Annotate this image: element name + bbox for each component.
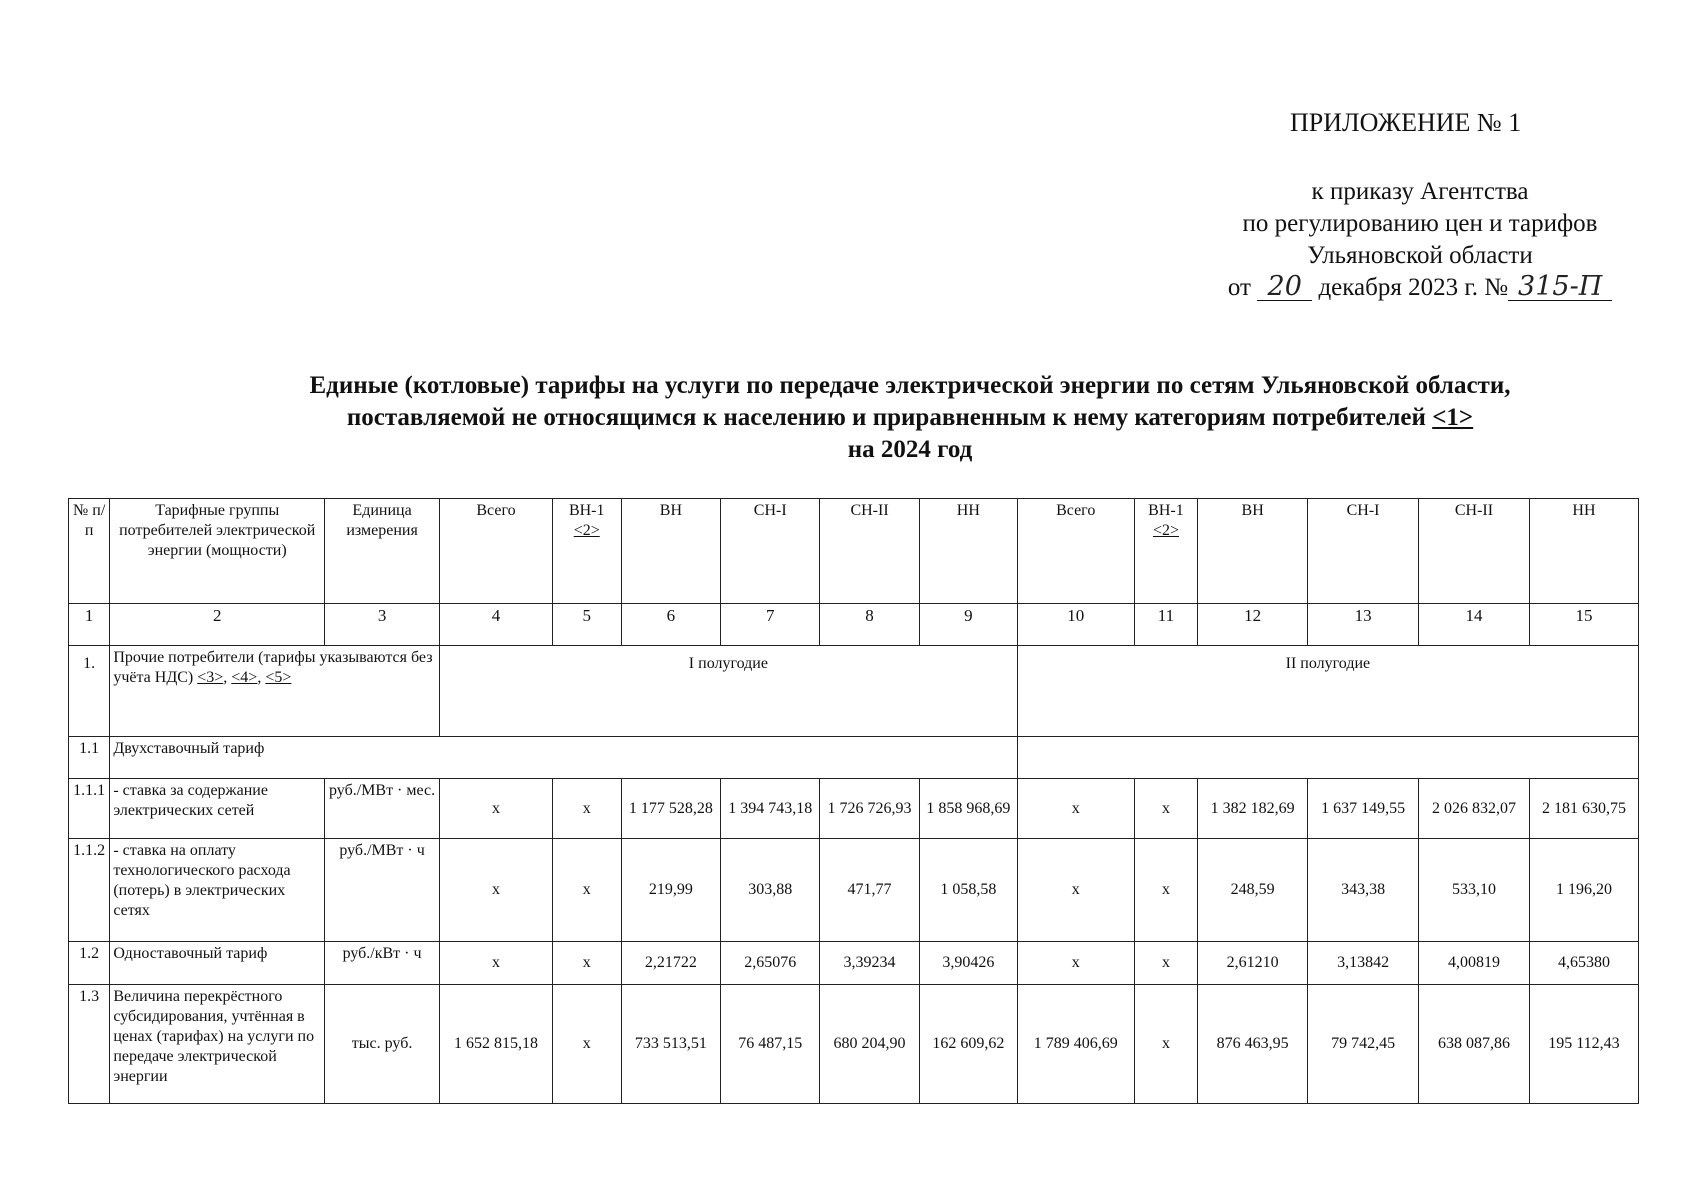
value-cell: 219,99 xyxy=(621,839,721,942)
column-number: 1 xyxy=(69,604,110,646)
value-cell: х xyxy=(552,942,621,985)
table-row xyxy=(69,985,1639,1104)
value-cell: 680 204,90 xyxy=(820,985,920,1104)
first-half-year-label: I полугодие xyxy=(440,646,1018,737)
column-number: 3 xyxy=(325,604,440,646)
value-cell: 3,90426 xyxy=(919,942,1017,985)
value-cell: х xyxy=(552,985,621,1104)
value-cell: 471,77 xyxy=(820,839,920,942)
value-cell: 2 181 630,75 xyxy=(1529,779,1638,839)
row-num: 1.2 xyxy=(69,942,110,985)
value-cell: х xyxy=(1134,839,1198,942)
header-unit: Единица измерения xyxy=(325,499,440,604)
header-nn-h1: НН xyxy=(919,499,1017,604)
value-cell: 1 394 743,18 xyxy=(721,779,820,839)
header-sn1-h2: СН-I xyxy=(1308,499,1419,604)
value-cell: 195 112,43 xyxy=(1529,985,1638,1104)
tariff-table xyxy=(68,498,1639,1104)
value-cell: х xyxy=(440,839,553,942)
column-number: 14 xyxy=(1419,604,1530,646)
footnote-ref-1: <1> xyxy=(1432,404,1474,431)
value-cell: 1 726 726,93 xyxy=(820,779,920,839)
second-half-year-label: II полугодие xyxy=(1017,646,1638,737)
row-unit: руб./МВт · ч xyxy=(325,839,440,942)
value-cell: 1 196,20 xyxy=(1529,839,1638,942)
value-cell: 1 637 149,55 xyxy=(1308,779,1419,839)
value-cell: 3,39234 xyxy=(820,942,920,985)
appendix-title: ПРИЛОЖЕНИЕ № 1 xyxy=(1290,108,1522,137)
footnote-ref-3: <3> xyxy=(197,669,224,686)
row-unit: тыс. руб. xyxy=(325,985,440,1104)
empty-cell xyxy=(1017,737,1638,779)
value-cell: х xyxy=(552,779,621,839)
row-label: Одноставочный тариф xyxy=(110,942,325,985)
header-vn1-label: ВН-1 xyxy=(568,502,605,519)
value-cell: 533,10 xyxy=(1419,839,1530,942)
value-cell: 3,13842 xyxy=(1308,942,1419,985)
header-sn2-h2: СН-II xyxy=(1419,499,1530,604)
row-label: Величина перекрёстного субсидирования, учтённая в ценах (тарифах) на услуги по передаче электрической энергии xyxy=(110,985,325,1104)
section-label-text: Прочие потребители (тарифы указываются без учёта НДС) xyxy=(113,649,433,686)
row-num: 1.3 xyxy=(69,985,110,1104)
title-line-2-text: поставляемой не относящимся к населению и приравненным к нему категориям потребителей xyxy=(346,404,1426,431)
row-num: 1.1 xyxy=(69,737,110,779)
column-number: 13 xyxy=(1308,604,1419,646)
value-cell: х xyxy=(1134,779,1198,839)
order-date-line xyxy=(1210,272,1630,304)
header-vn1-label: ВН-1 xyxy=(1148,502,1184,519)
row-label: - ставка на оплату технологического расхода (потерь) в электрических сетях xyxy=(110,839,325,942)
column-number: 11 xyxy=(1134,604,1198,646)
column-number: 2 xyxy=(110,604,325,646)
section-label: Прочие потребители (тарифы указываются без учёта НДС) <3>, <4>, <5> xyxy=(110,646,440,737)
column-number: 6 xyxy=(621,604,721,646)
row-unit: руб./МВт · мес. xyxy=(325,779,440,839)
column-number: 9 xyxy=(919,604,1017,646)
footnote-ref-5: <5> xyxy=(265,669,292,686)
value-cell: 4,00819 xyxy=(1419,942,1530,985)
footnote-ref-2: <2> xyxy=(573,522,600,539)
value-cell: 2,65076 xyxy=(721,942,820,985)
column-number: 4 xyxy=(440,604,553,646)
value-cell: 1 382 182,69 xyxy=(1198,779,1308,839)
column-number: 10 xyxy=(1017,604,1134,646)
row-label: - ставка за содержание электрических сетей xyxy=(110,779,325,839)
value-cell: 162 609,62 xyxy=(919,985,1017,1104)
row-label: Двухставочный тариф xyxy=(110,737,1017,779)
title-line-1: Единые (котловые) тарифы на услуги по передаче электрической энергии по сетям Ульяновской области, xyxy=(309,372,1511,399)
value-cell: 1 789 406,69 xyxy=(1017,985,1134,1104)
order-line-1: к приказу Агентства xyxy=(1311,178,1529,205)
value-cell: 1 652 815,18 xyxy=(440,985,553,1104)
order-reference xyxy=(1210,176,1630,304)
handwritten-day: 20 xyxy=(1257,274,1312,301)
header-sn1-h1: СН-I xyxy=(721,499,820,604)
header-group: Тарифные группы потребителей электрической энергии (мощности) xyxy=(110,499,325,604)
value-cell: 2 026 832,07 xyxy=(1419,779,1530,839)
value-cell: х xyxy=(552,839,621,942)
header-vn1-h2 xyxy=(1134,499,1198,604)
title-line-2 xyxy=(100,402,1689,434)
date-rest: декабря 2023 г. № xyxy=(1318,274,1509,301)
column-number: 8 xyxy=(820,604,920,646)
table-row xyxy=(69,779,1639,839)
value-cell: х xyxy=(1134,942,1198,985)
footnote-ref-2: <2> xyxy=(1152,522,1179,539)
header-vn1-h1 xyxy=(552,499,621,604)
row-num: 1.1.2 xyxy=(69,839,110,942)
footnote-ref-4: <4> xyxy=(231,669,258,686)
value-cell: 1 177 528,28 xyxy=(621,779,721,839)
header-sn2-h1: СН-II xyxy=(820,499,920,604)
row-unit: руб./кВт · ч xyxy=(325,942,440,985)
column-number-row xyxy=(69,604,1639,646)
value-cell: х xyxy=(1134,985,1198,1104)
section-num: 1. xyxy=(69,646,110,737)
order-line-3: Ульяновской области xyxy=(1307,242,1533,269)
date-prefix: от xyxy=(1227,274,1251,301)
header-total-h2: Всего xyxy=(1017,499,1134,604)
value-cell: 2,61210 xyxy=(1198,942,1308,985)
row-num: 1.1.1 xyxy=(69,779,110,839)
section-row-other-consumers xyxy=(69,646,1639,737)
value-cell: 343,38 xyxy=(1308,839,1419,942)
order-line-2: по регулированию цен и тарифов xyxy=(1242,210,1598,237)
value-cell: 76 487,15 xyxy=(721,985,820,1104)
header-row xyxy=(69,499,1639,604)
header-nn-h2: НН xyxy=(1529,499,1638,604)
header-vn-h2: ВН xyxy=(1198,499,1308,604)
value-cell: 638 087,86 xyxy=(1419,985,1530,1104)
value-cell: х xyxy=(440,942,553,985)
value-cell: 1 058,58 xyxy=(919,839,1017,942)
header-num: № п/п xyxy=(69,499,110,604)
handwritten-order-number: 315-П xyxy=(1508,274,1612,301)
column-number: 15 xyxy=(1529,604,1638,646)
value-cell: 303,88 xyxy=(721,839,820,942)
value-cell: 2,21722 xyxy=(621,942,721,985)
value-cell: 733 513,51 xyxy=(621,985,721,1104)
row-two-rate-tariff xyxy=(69,737,1639,779)
column-number: 5 xyxy=(552,604,621,646)
document-title xyxy=(100,370,1689,466)
value-cell: х xyxy=(1017,942,1134,985)
value-cell: х xyxy=(1017,839,1134,942)
value-cell: 248,59 xyxy=(1198,839,1308,942)
header-total-h1: Всего xyxy=(440,499,553,604)
column-number: 7 xyxy=(721,604,820,646)
value-cell: 4,65380 xyxy=(1529,942,1638,985)
header-vn-h1: ВН xyxy=(621,499,721,604)
table-row xyxy=(69,942,1639,985)
value-cell: х xyxy=(1017,779,1134,839)
value-cell: 876 463,95 xyxy=(1198,985,1308,1104)
title-line-3: на 2024 год xyxy=(847,436,973,463)
value-cell: х xyxy=(440,779,553,839)
column-number: 12 xyxy=(1198,604,1308,646)
value-cell: 1 858 968,69 xyxy=(919,779,1017,839)
value-cell: 79 742,45 xyxy=(1308,985,1419,1104)
table-row xyxy=(69,839,1639,942)
